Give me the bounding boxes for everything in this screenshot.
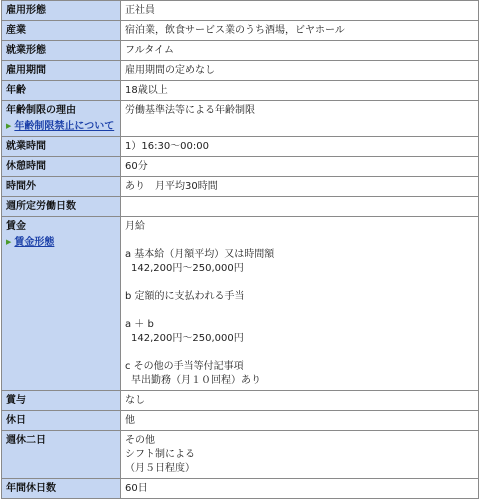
- row-value-employment-type: 正社員: [121, 1, 479, 21]
- wage-b-title: b 定額的に支払われる手当: [125, 291, 245, 302]
- row-label-age-limit-reason: [2, 101, 121, 137]
- table-row: [2, 157, 479, 177]
- row-value-two-day-weekend: [121, 431, 479, 479]
- row-label-weekly-work-days: 週所定労働日数: [2, 197, 121, 217]
- wage-type-link[interactable]: 賃金形態: [14, 237, 55, 248]
- two-day-weekend-line-1: その他: [125, 435, 155, 446]
- table-row: [2, 21, 479, 41]
- row-label-age: 年齢: [2, 81, 121, 101]
- row-value-annual-holidays: 60日: [121, 479, 479, 499]
- row-label-employment-period: 雇用期間: [2, 61, 121, 81]
- table-row: [2, 197, 479, 217]
- row-label-annual-holidays: 年間休日数: [2, 479, 121, 499]
- table-row: [2, 61, 479, 81]
- row-value-work-style: フルタイム: [121, 41, 479, 61]
- row-label-work-style: 就業形態: [2, 41, 121, 61]
- row-label-employment-type: 雇用形態: [2, 1, 121, 21]
- wage-c-title: c その他の手当等付記事項: [125, 361, 244, 372]
- row-value-overtime: あり 月平均30時間: [121, 177, 479, 197]
- wage-label: 賃金: [6, 221, 26, 232]
- wage-ab-title: a ＋ b: [125, 319, 154, 330]
- row-value-weekly-work-days: [121, 197, 479, 217]
- table-row: [2, 391, 479, 411]
- table-row: [2, 479, 479, 499]
- row-value-break-time: 60分: [121, 157, 479, 177]
- table-row: [2, 101, 479, 137]
- row-label-industry: 産業: [2, 21, 121, 41]
- table-row: [2, 41, 479, 61]
- row-value-holidays: 他: [121, 411, 479, 431]
- row-value-working-hours: 1）16:30〜00:00: [121, 137, 479, 157]
- row-label-overtime: 時間外: [2, 177, 121, 197]
- row-value-age: 18歳以上: [121, 81, 479, 101]
- wage-ab-value: 142,200円〜250,000円: [131, 333, 244, 344]
- row-value-employment-period: 雇用期間の定めなし: [121, 61, 479, 81]
- row-label-wage: [2, 217, 121, 391]
- table-row: [2, 431, 479, 479]
- row-label-holidays: 休日: [2, 411, 121, 431]
- row-value-bonus: なし: [121, 391, 479, 411]
- two-day-weekend-line-2: シフト制による: [125, 449, 195, 460]
- row-value-wage: [121, 217, 479, 391]
- age-limit-prohibition-link[interactable]: 年齢制限禁止について: [14, 121, 115, 132]
- table-row: [2, 137, 479, 157]
- age-limit-link-wrap: [6, 119, 116, 134]
- table-row: [2, 81, 479, 101]
- triangle-right-icon: ▶: [6, 122, 12, 130]
- wage-a-title: a 基本給（月額平均）又は時間額: [125, 249, 275, 260]
- row-value-industry: 宿泊業，飲食サービス業のうち酒場，ビヤホール: [121, 21, 479, 41]
- table-row: [2, 177, 479, 197]
- job-details-table: [1, 0, 479, 499]
- table-row: [2, 411, 479, 431]
- row-value-age-limit-reason: 労働基準法等による年齢制限: [121, 101, 479, 137]
- wage-type-link-wrap: [6, 235, 116, 250]
- table-row: [2, 217, 479, 391]
- wage-type: 月給: [125, 221, 145, 232]
- two-day-weekend-line-3: （月５日程度）: [125, 463, 195, 474]
- row-label-break-time: 休憩時間: [2, 157, 121, 177]
- row-label-working-hours: 就業時間: [2, 137, 121, 157]
- wage-c-value: 早出勤務（月１０回程）あり: [131, 375, 261, 386]
- triangle-right-icon: ▶: [6, 238, 12, 246]
- row-label-two-day-weekend: 週休二日: [2, 431, 121, 479]
- wage-a-value: 142,200円〜250,000円: [131, 263, 244, 274]
- table-row: [2, 1, 479, 21]
- row-label-bonus: 賞与: [2, 391, 121, 411]
- age-limit-reason-label: 年齢制限の理由: [6, 105, 76, 116]
